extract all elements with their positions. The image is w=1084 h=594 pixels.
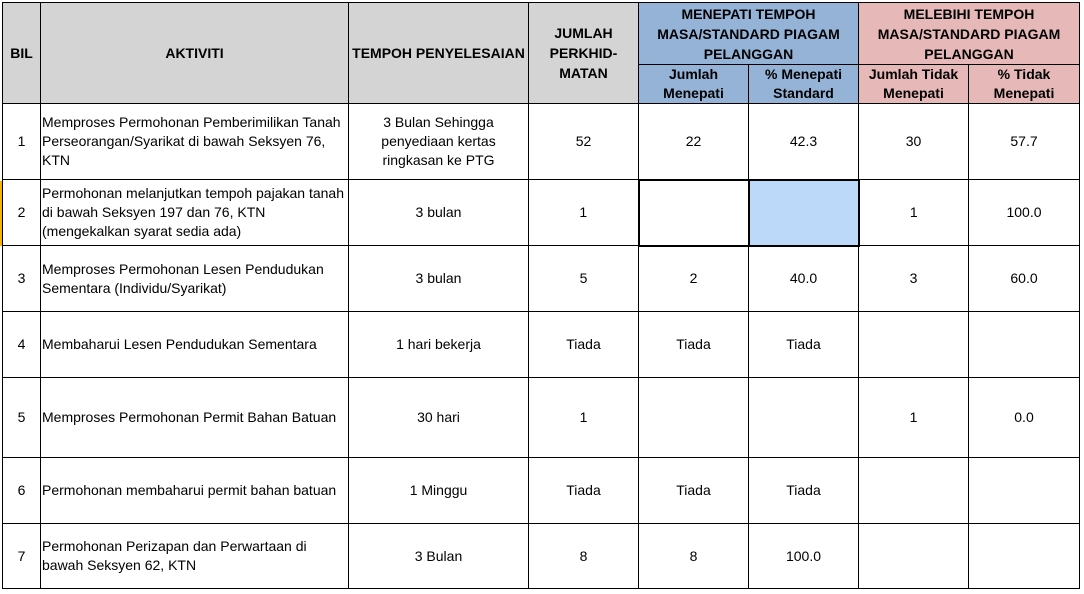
table-row	[3, 312, 1080, 378]
cell-pct-tidak[interactable]	[969, 458, 1080, 524]
cell-bil[interactable]: 1	[3, 104, 41, 180]
table-row	[3, 378, 1080, 458]
cell-jumlah-tidak[interactable]: 3	[859, 246, 969, 312]
table-row	[3, 246, 1080, 312]
cell-jumlah[interactable]: 8	[529, 524, 639, 589]
cell-jumlah-menepati-selected[interactable]	[639, 180, 749, 246]
cell-pct-tidak[interactable]: 100.0	[969, 180, 1080, 246]
cell-pct-menepati[interactable]	[749, 378, 859, 458]
table-row	[3, 458, 1080, 524]
cell-jumlah[interactable]: Tiada	[529, 458, 639, 524]
cell-jumlah-menepati[interactable]	[639, 378, 749, 458]
table-row	[3, 524, 1080, 589]
header-pct-menepati[interactable]: % Menepati Standard	[749, 65, 859, 104]
header-jumlah-menepati[interactable]: Jumlah Menepati	[639, 65, 749, 104]
cell-jumlah[interactable]: 5	[529, 246, 639, 312]
cell-aktiviti[interactable]: Permohonan Perizapan dan Perwartaan di bawah Seksyen 62, KTN	[41, 524, 349, 589]
cell-jumlah-menepati[interactable]: 22	[639, 104, 749, 180]
cell-pct-tidak[interactable]: 57.7	[969, 104, 1080, 180]
cell-bil[interactable]: 2	[3, 180, 41, 246]
cell-pct-menepati[interactable]: 100.0	[749, 524, 859, 589]
cell-tempoh[interactable]: 1 Minggu	[349, 458, 529, 524]
header-pct-tidak[interactable]: % Tidak Menepati	[969, 65, 1080, 104]
header-aktiviti[interactable]: AKTIVITI	[41, 3, 349, 104]
cell-jumlah-tidak[interactable]: 30	[859, 104, 969, 180]
cell-jumlah-tidak[interactable]	[859, 312, 969, 378]
cell-tempoh[interactable]: 30 hari	[349, 378, 529, 458]
cell-aktiviti[interactable]: Memproses Permohonan Pemberimilikan Tanah Perseorangan/Syarikat di bawah Seksyen 76, KTN	[41, 104, 349, 180]
cell-bil[interactable]: 7	[3, 524, 41, 589]
cell-jumlah-menepati[interactable]: Tiada	[639, 458, 749, 524]
header-bil[interactable]: BIL	[3, 3, 41, 104]
cell-tempoh[interactable]: 3 Bulan	[349, 524, 529, 589]
cell-jumlah-tidak[interactable]: 1	[859, 378, 969, 458]
cell-pct-tidak[interactable]	[969, 524, 1080, 589]
cell-tempoh[interactable]: 1 hari bekerja	[349, 312, 529, 378]
cell-tempoh[interactable]: 3 Bulan Sehingga penyediaan kertas ringkasan ke PTG	[349, 104, 529, 180]
cell-bil[interactable]: 6	[3, 458, 41, 524]
cell-tempoh[interactable]: 3 bulan	[349, 180, 529, 246]
cell-jumlah[interactable]: 1	[529, 180, 639, 246]
cell-pct-menepati[interactable]: 42.3	[749, 104, 859, 180]
cell-pct-menepati[interactable]: Tiada	[749, 458, 859, 524]
cell-bil[interactable]: 4	[3, 312, 41, 378]
header-jumlah-tidak[interactable]: Jumlah Tidak Menepati	[859, 65, 969, 104]
table-row	[3, 180, 1080, 246]
table-row	[3, 104, 1080, 180]
cell-aktiviti[interactable]: Permohonan melanjutkan tempoh pajakan tanah di bawah Seksyen 197 dan 76, KTN (mengekalkan syarat sedia ada)	[41, 180, 349, 246]
cell-pct-menepati[interactable]: 40.0	[749, 246, 859, 312]
cell-jumlah[interactable]: 52	[529, 104, 639, 180]
cell-jumlah-tidak[interactable]	[859, 458, 969, 524]
cell-jumlah-tidak[interactable]: 1	[859, 180, 969, 246]
cell-tempoh[interactable]: 3 bulan	[349, 246, 529, 312]
cell-bil[interactable]: 3	[3, 246, 41, 312]
header-jumlah[interactable]: JUMLAH PERKHID-MATAN	[529, 3, 639, 104]
header-melebihi-group[interactable]: MELEBIHI TEMPOH MASA/STANDARD PIAGAM PELANGGAN	[859, 3, 1080, 65]
cell-jumlah-menepati[interactable]: 2	[639, 246, 749, 312]
cell-aktiviti[interactable]: Membaharui Lesen Pendudukan Sementara	[41, 312, 349, 378]
cell-jumlah[interactable]: 1	[529, 378, 639, 458]
cell-pct-tidak[interactable]: 60.0	[969, 246, 1080, 312]
cell-jumlah[interactable]: Tiada	[529, 312, 639, 378]
cell-jumlah-menepati[interactable]: Tiada	[639, 312, 749, 378]
cell-pct-tidak[interactable]: 0.0	[969, 378, 1080, 458]
cell-bil[interactable]: 5	[3, 378, 41, 458]
header-menepati-group[interactable]: MENEPATI TEMPOH MASA/STANDARD PIAGAM PELANGGAN	[639, 3, 859, 65]
cell-jumlah-menepati[interactable]: 8	[639, 524, 749, 589]
service-standard-table	[2, 2, 1080, 589]
cell-aktiviti[interactable]: Permohonan membaharui permit bahan batuan	[41, 458, 349, 524]
cell-aktiviti[interactable]: Memproses Permohonan Permit Bahan Batuan	[41, 378, 349, 458]
cell-jumlah-tidak[interactable]	[859, 524, 969, 589]
cell-aktiviti[interactable]: Memproses Permohonan Lesen Pendudukan Sementara (Individu/Syarikat)	[41, 246, 349, 312]
cell-pct-menepati-selected[interactable]	[749, 180, 859, 246]
cell-pct-menepati[interactable]: Tiada	[749, 312, 859, 378]
cell-pct-tidak[interactable]	[969, 312, 1080, 378]
header-tempoh[interactable]: TEMPOH PENYELESAIAN	[349, 3, 529, 104]
